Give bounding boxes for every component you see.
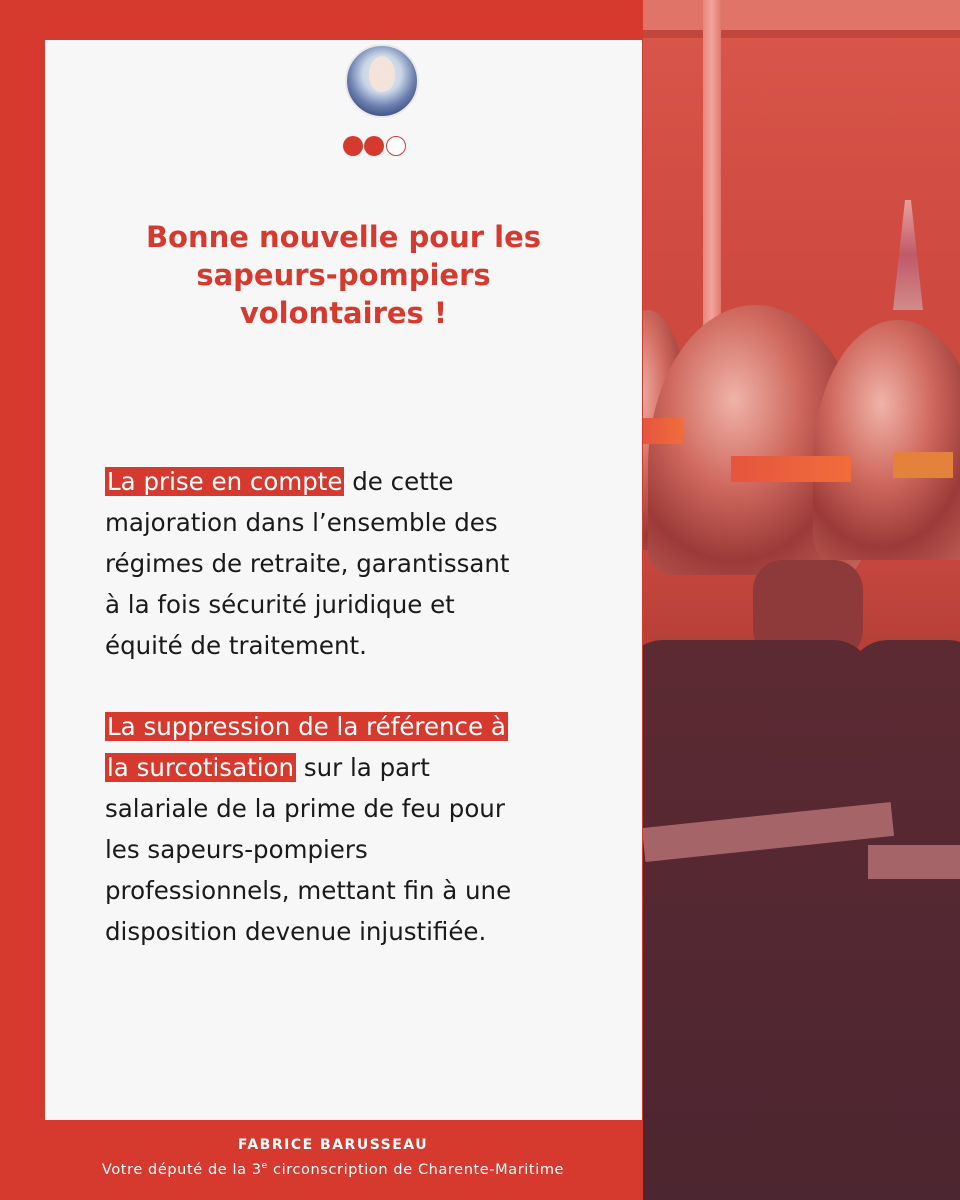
photo-flag-pole xyxy=(703,0,721,330)
body-text: sur la part xyxy=(296,753,430,782)
title-line: Bonne nouvelle pour les xyxy=(145,220,542,254)
page-title xyxy=(45,218,642,332)
body-text: de cette xyxy=(344,467,454,496)
body-text: salariale de la prime de feu pour xyxy=(105,794,505,823)
content-card xyxy=(45,40,642,1120)
pager-dot-1[interactable] xyxy=(343,136,363,156)
avatar xyxy=(345,44,419,118)
photo-helmet-band xyxy=(893,452,953,478)
body-text: à la fois sécurité juridique et xyxy=(105,590,455,619)
photo-helmet-band xyxy=(731,456,851,482)
photo-ceiling xyxy=(643,0,960,38)
photo-reflective-stripe xyxy=(868,845,960,879)
body-text: professionnels, mettant fin à une xyxy=(105,876,512,905)
body-text: équité de traitement. xyxy=(105,631,367,660)
author-role xyxy=(0,1156,666,1180)
author-name: FABRICE BARUSSEAU xyxy=(237,1137,429,1153)
footer xyxy=(0,1134,666,1180)
firefighters-photo xyxy=(643,0,960,1200)
highlight-text: La suppression de la référence à xyxy=(107,712,506,741)
paragraph-2 xyxy=(105,706,625,952)
paragraph-1 xyxy=(105,461,625,666)
body-text: régimes de retraite, garantissant xyxy=(105,549,510,578)
role-sup: e xyxy=(261,1161,268,1171)
photo-jacket xyxy=(643,640,873,1200)
highlight-text: La prise en compte xyxy=(107,467,343,496)
role-suffix: circonscription de Charente-Maritime xyxy=(267,1161,565,1178)
photo-flag xyxy=(893,200,923,310)
body-text: majoration dans l’ensemble des xyxy=(105,508,498,537)
body-text: les sapeurs-pompiers xyxy=(105,835,368,864)
title-line: sapeurs-pompiers xyxy=(196,258,491,292)
highlight-text: la surcotisation xyxy=(107,753,295,782)
title-line: volontaires ! xyxy=(239,296,448,330)
photo-helmet-right xyxy=(813,320,960,560)
pager-dot-2[interactable] xyxy=(364,136,384,156)
pager-dot-3[interactable] xyxy=(386,136,406,156)
photo-jacket xyxy=(848,640,960,1200)
body-text: disposition devenue injustifiée. xyxy=(105,917,487,946)
photo-helmet-band xyxy=(643,418,683,444)
role-prefix: Votre député de la 3 xyxy=(101,1161,262,1178)
